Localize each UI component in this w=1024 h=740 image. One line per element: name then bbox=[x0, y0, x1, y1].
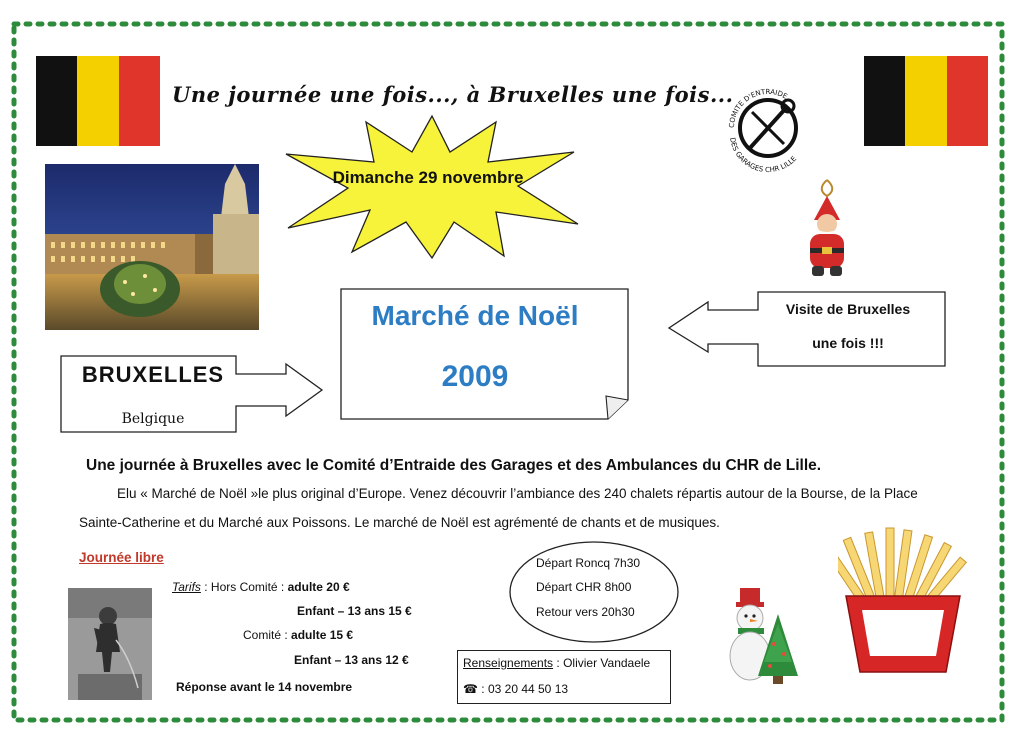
retour-time: Retour vers 20h30 bbox=[536, 605, 635, 619]
svg-text:COMITE D'ENTRAIDE bbox=[728, 88, 789, 128]
event-title: Marché de Noël bbox=[371, 300, 579, 331]
visite-line-2: une fois !!! bbox=[812, 335, 884, 351]
hors-enfant-price: Enfant – 13 ans 15 € bbox=[297, 604, 412, 618]
manneken-pis-photo bbox=[68, 588, 152, 700]
comite-logo bbox=[718, 78, 818, 178]
belgian-flag-right bbox=[864, 56, 988, 146]
contact-name: : Olivier Vandaele bbox=[556, 656, 651, 670]
paragraph-line-2: Sainte-Catherine et du Marché aux Poissons. Le marché de Noël est agrémenté de chants et de musiques. bbox=[79, 515, 720, 530]
french-fries-image bbox=[838, 526, 968, 676]
belgian-flag-left bbox=[36, 56, 160, 146]
journee-libre-label: Journée libre bbox=[79, 550, 164, 565]
event-date: Dimanche 29 novembre bbox=[332, 168, 524, 187]
comite-label: Comité : bbox=[243, 628, 288, 642]
headline: Une journée à Bruxelles avec le Comité d’Entraide des Garages et des Ambulances du CHR de Lille. bbox=[86, 457, 822, 474]
comite-enfant-price: Enfant – 13 ans 12 € bbox=[294, 653, 409, 667]
depart-chr: Départ CHR 8h00 bbox=[536, 580, 632, 594]
telephone-icon: ☎ bbox=[463, 682, 478, 696]
tarifs-label: Tarifs bbox=[172, 580, 201, 594]
logo-bottom-text: DES GARAGES CHR LILLE bbox=[728, 136, 799, 175]
hors-comite-label: : Hors Comité : bbox=[204, 580, 285, 594]
logo-top-text: COMITE D'ENTRAIDE bbox=[727, 87, 789, 129]
reponse-deadline: Réponse avant le 14 novembre bbox=[176, 680, 353, 694]
tagline: Une journée une fois..., à Bruxelles une fois... bbox=[172, 82, 734, 107]
depart-roncq: Départ Roncq 7h30 bbox=[536, 556, 641, 570]
city-label: BRUXELLES bbox=[81, 362, 225, 387]
contact-row-name bbox=[463, 656, 650, 670]
contact-phone: : 03 20 44 50 13 bbox=[481, 682, 569, 696]
santa-ornament-image bbox=[798, 178, 856, 282]
renseignements-label: Renseignements bbox=[463, 656, 554, 670]
country-label: Belgique bbox=[121, 411, 185, 427]
tarifs-row-3 bbox=[243, 628, 353, 642]
grand-place-photo bbox=[45, 164, 259, 330]
event-year: 2009 bbox=[441, 360, 509, 393]
paragraph-line-1: Elu « Marché de Noël »le plus original d’Europe. Venez découvrir l’ambiance des 240 chalets répartis autour de la Bourse, de la Place bbox=[117, 486, 918, 501]
comite-adulte-price: adulte 15 € bbox=[291, 628, 354, 642]
tarifs-row-1 bbox=[172, 580, 350, 594]
hors-adulte-price: adulte 20 € bbox=[287, 580, 350, 594]
visite-line-1: Visite de Bruxelles bbox=[785, 301, 911, 317]
contact-row-phone bbox=[463, 682, 568, 696]
snowman-and-tree-image bbox=[728, 584, 802, 688]
